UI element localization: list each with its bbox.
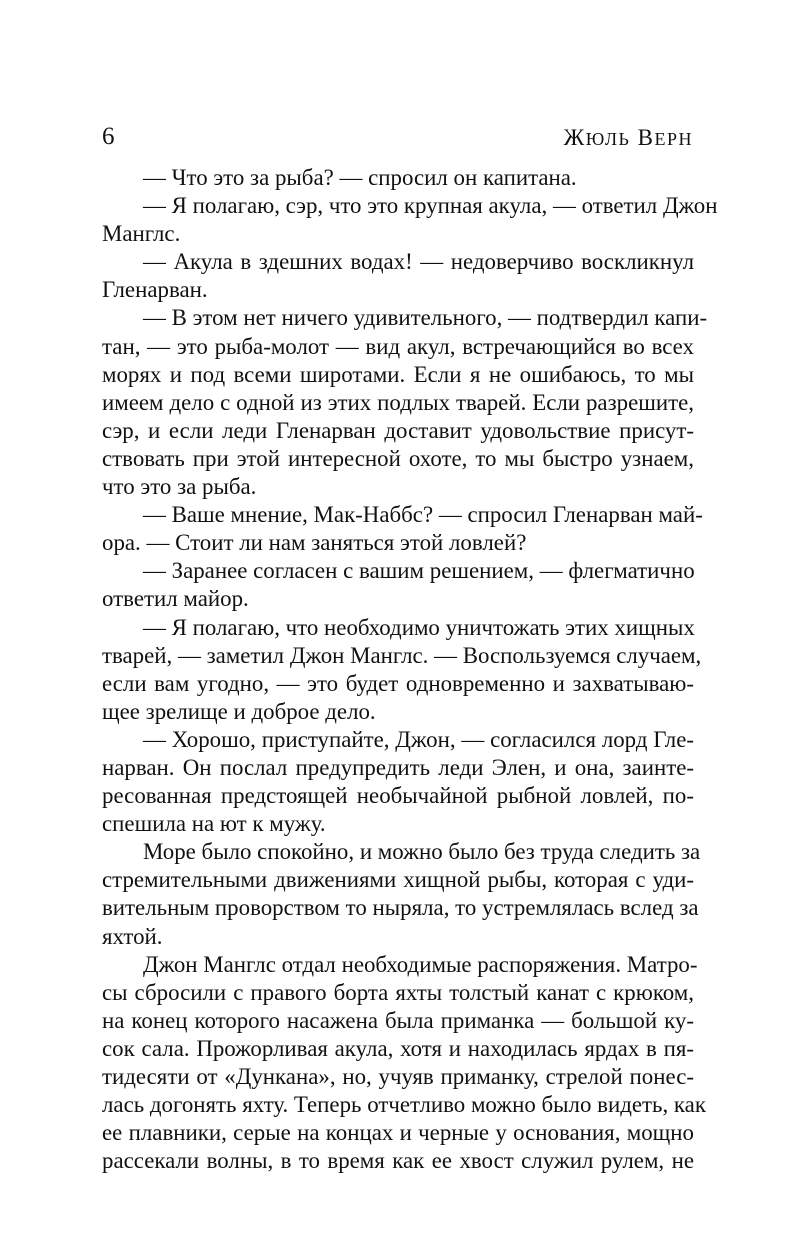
text-line: — Что это за рыба? — спросил он капитана. bbox=[143, 165, 577, 190]
running-head-author bbox=[564, 123, 693, 154]
text-line: Джон Манглс отдал необходимые распоряжения. Матро- bbox=[143, 951, 698, 977]
text-line: рассекали волны, в то время как ее хвост служил рулем, не bbox=[102, 1148, 694, 1174]
text-line: тидесяти от «Дункана», но, учуяв приманку, стрелой понес- bbox=[102, 1064, 694, 1089]
text-line: имеем дело с одной из этих подлых тварей. Если разрешите, bbox=[102, 389, 694, 415]
text-line: ресованная предстоящей необычайной рыбной ловлей, по- bbox=[102, 783, 694, 809]
author-initial: В bbox=[637, 125, 655, 150]
text-line: тварей, — заметил Джон Манглс. — Воспользуемся случаем, bbox=[102, 642, 702, 668]
author-smallcaps: ЕРН bbox=[654, 129, 693, 149]
text-line: если вам угодно, — это будет одновременно и захватываю- bbox=[102, 670, 694, 696]
text-line: сы сбросили с правого борта яхты толстый канат с крюком, bbox=[102, 979, 694, 1005]
text-line: сэр, и если леди Гленарван доставит удовольствие присут- bbox=[102, 417, 694, 443]
text-line: — Я полагаю, что необходимо уничтожать этих хищных bbox=[143, 614, 695, 640]
text-line: ее плавники, серые на концах и черные у основания, мощно bbox=[102, 1120, 694, 1146]
text-line: сок сала. Прожорливая акула, хотя и находилась ярдах в пя- bbox=[102, 1035, 694, 1061]
text-line: морях и под всеми широтами. Если я не ошибаюсь, то мы bbox=[102, 361, 694, 387]
text-line: — В этом нет ничего удивительного, — подтвердил капи- bbox=[143, 305, 708, 331]
body-text bbox=[102, 164, 718, 1175]
text-line: Море было спокойно, и можно было без труда следить за bbox=[143, 839, 701, 865]
text-line: нарван. Он послал предупредить леди Элен, и она, заинте- bbox=[102, 754, 694, 780]
text-line: спешила на ют к мужу. bbox=[102, 811, 326, 837]
text-line: ответил майор. bbox=[102, 586, 249, 612]
text-line: яхтой. bbox=[102, 923, 163, 949]
text-line: — Хорошо, приступайте, Джон, — согласился лорд Гле- bbox=[143, 726, 694, 752]
author-initial: Ж bbox=[563, 125, 586, 150]
page-number: 6 bbox=[102, 123, 115, 150]
text-line: стремительными движениями хищной рыбы, которая с уди- bbox=[102, 867, 694, 893]
text-line: щее зрелище и доброе дело. bbox=[102, 698, 376, 724]
text-line: лась догонять яхту. Теперь отчетливо можно было видеть, как bbox=[102, 1092, 706, 1118]
text-line: — Я полагаю, сэр, что это крупная акула, — ответил Джон bbox=[143, 193, 718, 219]
text-line: тан, — это рыба-молот — вид акул, встречающийся во всех bbox=[102, 333, 694, 359]
text-line: ствовать при этой интересной охоте, то мы быстро узнаем, bbox=[102, 445, 694, 471]
text-line: ора. — Стоит ли нам заняться этой ловлей? bbox=[102, 530, 527, 556]
text-line: что это за рыба. bbox=[102, 474, 257, 500]
text-line: — Ваше мнение, Мак-Наббс? — спросил Гленарван май- bbox=[143, 502, 703, 528]
text-line: Манглс. bbox=[102, 221, 181, 247]
text-line: на конец которого насажена была приманка — большой ку- bbox=[102, 1007, 694, 1033]
text-line: Гленарван. bbox=[102, 277, 208, 303]
author-smallcaps: ЮЛЬ bbox=[585, 129, 631, 149]
text-line: — Заранее согласен с вашим решением, — флегматично bbox=[143, 558, 695, 584]
text-line: вительным проворством то ныряла, то устремлялась вслед за bbox=[102, 895, 699, 921]
text-line: — Акула в здешних водах! — недоверчиво воскликнул bbox=[143, 249, 694, 275]
